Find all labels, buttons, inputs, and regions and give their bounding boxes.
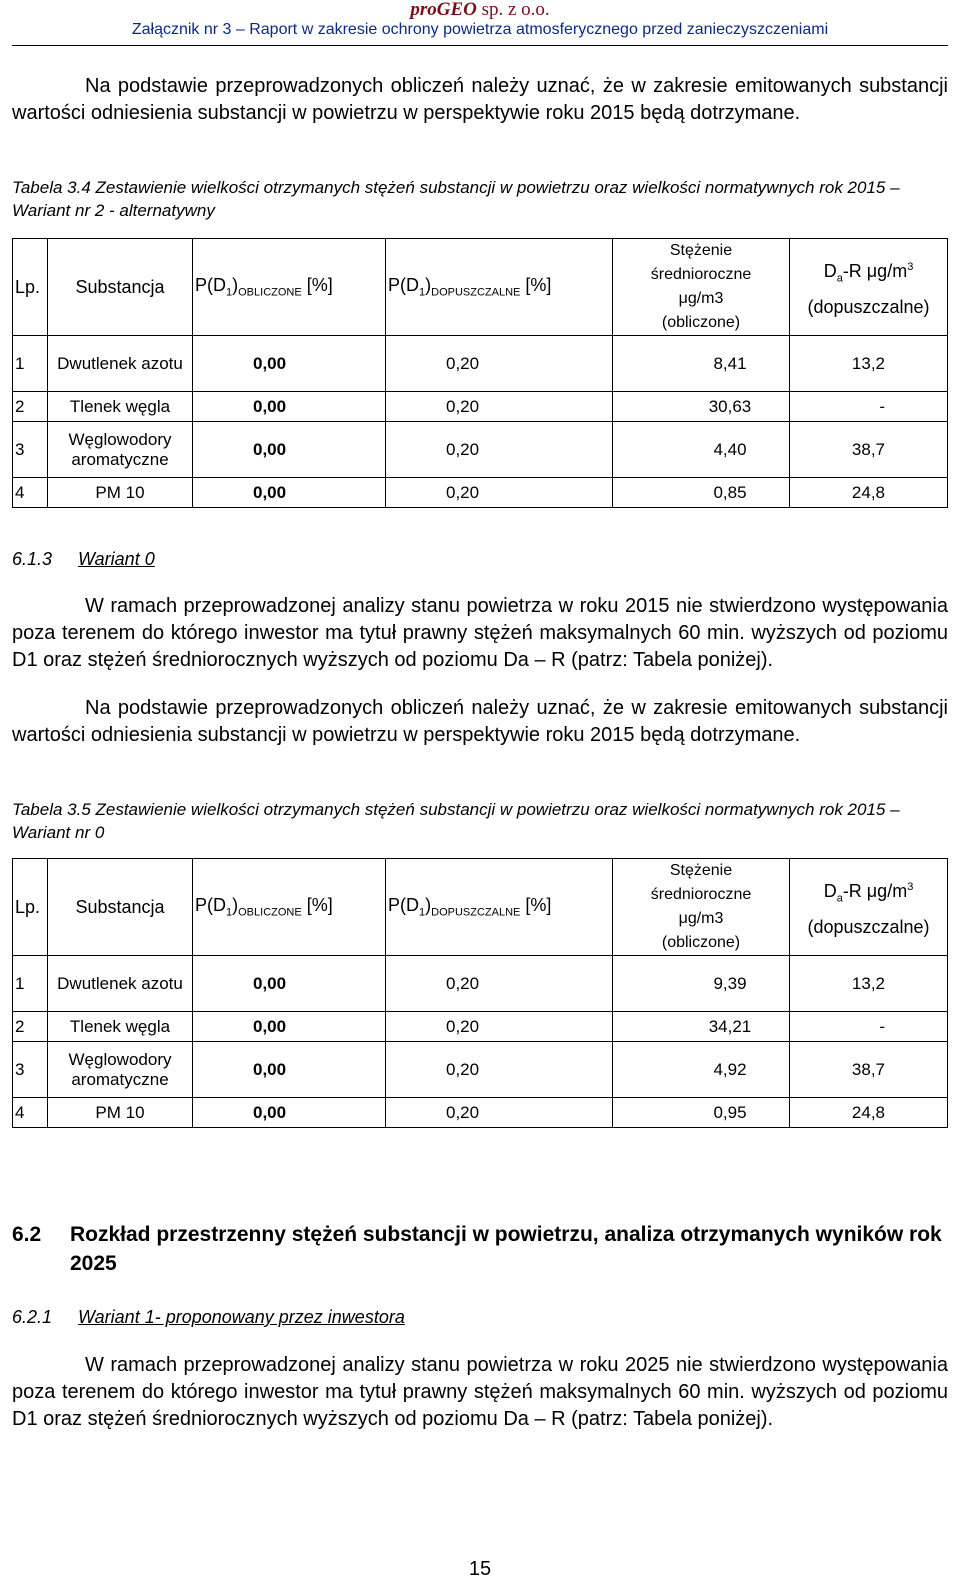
section-title: Rozkład przestrzenny stężeń substancji w powietrzu, analiza otrzymanych wyników rok 2025 [70,1223,942,1275]
cell-concentration: 0,95 [613,1098,790,1128]
cell-lp: 2 [13,392,48,422]
section-heading-6-1-3 [12,549,155,570]
company-brand [0,0,960,20]
cell-da-r: - [790,392,948,422]
table-row [13,392,948,422]
header-rule [12,45,948,46]
section-621-paragraph: W ramach przeprowadzonej analizy stanu powietrza w roku 2025 nie stwierdzono występowania poza terenem do którego inwestor ma tytuł prawny stężeń maksymalnych 60 min. wyższych od poziomu D1 oraz stężeń średniorocznych wyższych od poziomu Da – R (patrz: Tabela poniżej). [12,1354,948,1430]
cell-concentration: 4,40 [613,422,790,478]
header-p-allowed: $P(D_1)_{DOPUSZCZALNE}$ [%] [386,859,613,956]
cell-da-r: 38,7 [790,422,948,478]
table-row [13,1042,948,1098]
header-da-r: $D_a-R$ $\mu g/m^3$ (dopuszczalne) [790,239,948,336]
header-substance: Substancja [48,859,193,956]
cell-p-calculated: 0,00 [193,956,386,1012]
table-row [13,1098,948,1128]
cell-p-calculated: 0,00 [193,422,386,478]
cell-substance: Dwutlenek azotu [48,336,193,392]
header-da-r: $D_a-R$ $\mu g/m^3$ (dopuszczalne) [790,859,948,956]
table-row [13,422,948,478]
page-header [0,0,960,40]
cell-lp: 1 [13,956,48,1012]
cell-concentration: 34,21 [613,1012,790,1042]
document-subtitle: Załącznik nr 3 – Raport w zakresie ochrony powietrza atmosferycznego przed zanieczyszczeniami [131,21,829,38]
cell-p-allowed: 0,20 [386,1012,613,1042]
section-613-paragraph-2: Na podstawie przeprowadzonych obliczeń należy uznać, że w zakresie emitowanych substancji wartości odniesienia substancji w powietrzu w perspektywie roku 2015 będą dotrzymane. [12,697,948,746]
cell-p-allowed: 0,20 [386,1042,613,1098]
cell-lp: 3 [13,422,48,478]
cell-da-r: 24,8 [790,1098,948,1128]
section-title: Wariant 0 [78,549,155,569]
cell-p-calculated: 0,00 [193,1012,386,1042]
page-number: 15 [468,1558,492,1580]
cell-substance: Tlenek węgla [48,1012,193,1042]
brand-name: proGEO [410,0,477,20]
cell-substance: Węglowodory aromatyczne [48,1042,193,1098]
header-concentration: Stężenie średnioroczne μg/m3 (obliczone) [613,859,790,956]
section-number: 6.1.3 [12,549,53,569]
cell-concentration: 9,39 [613,956,790,1012]
table-header-row [13,859,948,956]
cell-da-r: 38,7 [790,1042,948,1098]
table2-caption: Tabela 3.5 Zestawienie wielkości otrzymanych stężeń substancji w powietrzu oraz wielkości normatywnych rok 2015 – Wariant nr 0 [12,800,900,842]
table2 [12,858,948,1128]
cell-p-allowed: 0,20 [386,336,613,392]
section-number: 6.2 [12,1223,42,1246]
cell-substance: Węglowodory aromatyczne [48,422,193,478]
table-row [13,336,948,392]
table-row [13,478,948,508]
cell-concentration: 30,63 [613,392,790,422]
cell-lp: 3 [13,1042,48,1098]
cell-substance: Tlenek węgla [48,392,193,422]
cell-substance: Dwutlenek azotu [48,956,193,1012]
table-row [13,956,948,1012]
section-heading-6-2 [12,1220,948,1278]
cell-p-allowed: 0,20 [386,1098,613,1128]
header-substance: Substancja [48,239,193,336]
cell-da-r: - [790,1012,948,1042]
intro-paragraph: Na podstawie przeprowadzonych obliczeń należy uznać, że w zakresie emitowanych substancji wartości odniesienia substancji w powietrzu w perspektywie roku 2015 będą dotrzymane. [12,75,948,124]
cell-p-calculated: 0,00 [193,1042,386,1098]
table1 [12,238,948,508]
cell-p-allowed: 0,20 [386,956,613,1012]
cell-da-r: 13,2 [790,336,948,392]
section-title: Wariant 1- proponowany przez inwestora [78,1307,405,1327]
header-concentration: Stężenie średnioroczne μg/m3 (obliczone) [613,239,790,336]
cell-p-calculated: 0,00 [193,478,386,508]
section-613-paragraph-1: W ramach przeprowadzonej analizy stanu powietrza w roku 2015 nie stwierdzono występowania poza terenem do którego inwestor ma tytuł prawny stężeń maksymalnych 60 min. wyższych od poziomu D1 oraz stężeń średniorocznych wyższych od poziomu Da – R (patrz: Tabela poniżej). [12,595,948,671]
cell-da-r: 24,8 [790,478,948,508]
cell-da-r: 13,2 [790,956,948,1012]
cell-concentration: 8,41 [613,336,790,392]
cell-p-allowed: 0,20 [386,392,613,422]
cell-p-calculated: 0,00 [193,392,386,422]
header-p-allowed: $P(D_1)_{DOPUSZCZALNE}$ [%] [386,239,613,336]
section-number: 6.2.1 [12,1307,53,1327]
cell-lp: 4 [13,1098,48,1128]
cell-lp: 4 [13,478,48,508]
section-heading-6-2-1 [12,1307,405,1328]
cell-lp: 2 [13,1012,48,1042]
cell-p-calculated: 0,00 [193,336,386,392]
cell-substance: PM 10 [48,1098,193,1128]
cell-substance: PM 10 [48,478,193,508]
cell-p-calculated: 0,00 [193,1098,386,1128]
header-p-calculated: $P(D_1)_{OBLICZONE}$ [%] [193,239,386,336]
table-row [13,1012,948,1042]
header-lp: Lp. [13,859,48,956]
brand-suffix: sp. z o.o. [476,0,550,20]
cell-p-allowed: 0,20 [386,478,613,508]
header-lp: Lp. [13,239,48,336]
cell-lp: 1 [13,336,48,392]
table-header-row [13,239,948,336]
header-p-calculated: $P(D_1)_{OBLICZONE}$ [%] [193,859,386,956]
table1-caption: Tabela 3.4 Zestawienie wielkości otrzymanych stężeń substancji w powietrzu oraz wielkości normatywnych rok 2015 – Wariant nr 2 - alternatywny [12,178,900,220]
cell-concentration: 0,85 [613,478,790,508]
cell-p-allowed: 0,20 [386,422,613,478]
cell-concentration: 4,92 [613,1042,790,1098]
